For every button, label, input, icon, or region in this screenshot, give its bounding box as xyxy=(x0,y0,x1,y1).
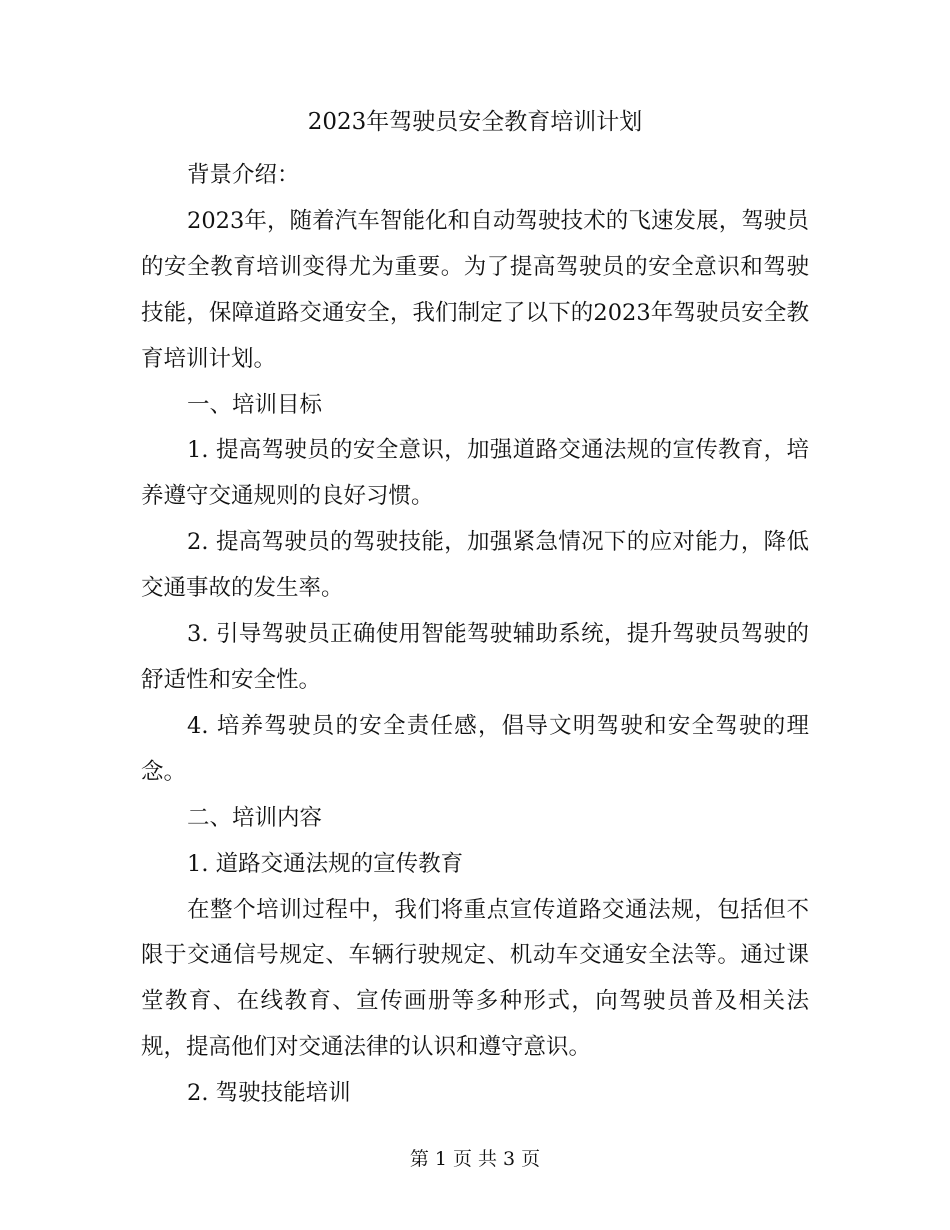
section-heading-content: 二、培训内容 xyxy=(187,804,323,831)
paragraph-background-text: 2023年，随着汽车智能化和自动驾驶技术的飞速发展，驾驶员的安全教育培训变得尤为重要。为了提高驾驶员的安全意识和驾驶技能，保障道路交通安全，我们制定了以下的2023年驾驶员安全教育培训计划。 xyxy=(141,207,809,372)
goal-item-3: 3. 引导驾驶员正确使用智能驾驶辅助系统，提升驾驶员驾驶的舒适性和安全性。 xyxy=(141,621,809,693)
goal-item-2: 2. 提高驾驶员的驾驶技能，加强紧急情况下的应对能力，降低交通事故的发生率。 xyxy=(141,529,809,602)
document-title: 2023年驾驶员安全教育培训计划 xyxy=(307,109,643,135)
goal-item-4: 4. 培养驾驶员的安全责任感，倡导文明驾驶和安全驾驶的理念。 xyxy=(141,712,809,785)
page-number-footer: 第 1 页 共 3 页 xyxy=(409,1148,541,1170)
section-heading-goals: 一、培训目标 xyxy=(187,391,323,418)
paragraph-background-heading: 背景介绍： xyxy=(187,162,300,188)
document-body xyxy=(141,153,809,1117)
content-item-2-heading: 2. 驾驶技能培训 xyxy=(187,1080,351,1107)
content-item-1-heading: 1. 道路交通法规的宣传教育 xyxy=(187,850,464,877)
goal-item-1: 1. 提高驾驶员的安全意识，加强道路交通法规的宣传教育，培养遵守交通规则的良好习惯。 xyxy=(141,437,809,510)
content-item-1-text: 在整个培训过程中，我们将重点宣传道路交通法规，包括但不限于交通信号规定、车辆行驶规定、机动车交通安全法等。通过课堂教育、在线教育、宣传画册等多种形式，向驾驶员普及相关法规，提高他们对交通法律的认识和遵守意识。 xyxy=(141,896,809,1061)
